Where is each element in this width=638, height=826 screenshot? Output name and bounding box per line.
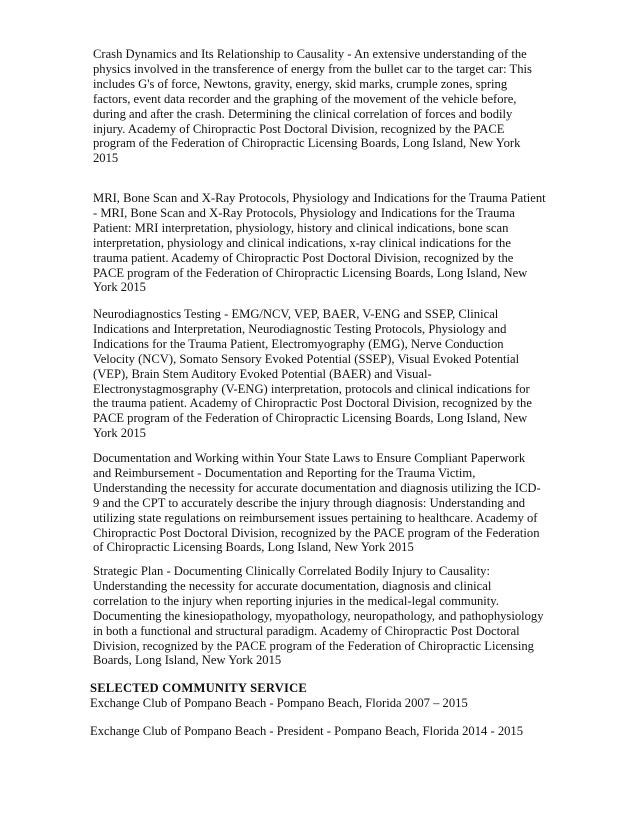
text-line: PACE program of the Federation of Chiropractic Licensing Boards, Long Island, New [93, 265, 528, 280]
text-line: Indications and Interpretation, Neurodiagnostic Testing Protocols, Physiology and [93, 321, 507, 336]
course-entry-crash-dynamics [93, 47, 553, 166]
text-line: the trauma patient. Academy of Chiropractic Post Doctoral Division, recognized by the [93, 396, 532, 411]
text-line: Understanding the necessity for accurate documentation and diagnosis utilizing the ICD- [93, 480, 541, 495]
text-line: York 2015 [93, 426, 146, 441]
text-line: Documentation and Working within Your State Laws to Ensure Compliant Paperwork [93, 451, 526, 465]
text-line: trauma patient. Academy of Chiropractic Post Doctoral Division, recognized by the [93, 250, 514, 265]
text-line: Division, recognized by the PACE program of the Federation of Chiropractic Licensing [93, 638, 534, 653]
text-line: of Chiropractic Licensing Boards, Long Island, New York 2015 [93, 540, 414, 555]
course-entry-neurodiagnostics [93, 307, 553, 441]
text-line: in both a functional and structural paradigm. Academy of Chiropractic Post Doctoral [93, 623, 520, 638]
text-line: injury. Academy of Chiropractic Post Doctoral Division, recognized by the PACE [93, 121, 505, 136]
text-line: includes G's of force, Newtons, gravity, energy, skid marks, crumple zones, spring [93, 76, 508, 91]
text-line: Electronystagmosgraphy (V-ENG) interpretation, protocols and clinical indications for [93, 381, 530, 396]
text-line: Strategic Plan - Documenting Clinically Correlated Bodily Injury to Causality: [93, 564, 490, 578]
text-line: MRI, Bone Scan and X-Ray Protocols, Physiology and Indications for the Trauma Patient [93, 191, 546, 205]
text-line: Documenting the kinesiopathology, myopathology, neuropathology, and pathophysiology [93, 608, 544, 623]
text-line: Patient: MRI interpretation, physiology, history and clinical indications, bone scan [93, 220, 509, 235]
text-line: (VEP), Brain Stem Auditory Evoked Potential (BAER) and Visual- [93, 366, 432, 381]
text-line: during and after the crash. Determining the clinical correlation of forces and bodily [93, 106, 513, 121]
text-line: Crash Dynamics and Its Relationship to Causality - An extensive understanding of the [93, 47, 527, 61]
text-line: interpretation, physiology and clinical indications, x-ray clinical indications for the [93, 235, 511, 250]
text-line: factors, event data recorder and the graphing of the movement of the vehicle before, [93, 91, 517, 106]
text-line: - MRI, Bone Scan and X-Ray Protocols, Physiology and Indications for the Trauma [93, 205, 515, 220]
text-line: York 2015 [93, 280, 146, 295]
text-line: and Reimbursement - Documentation and Reporting for the Trauma Victim, [93, 465, 476, 480]
text-line: 9 and the CPT to accurately describe the injury through diagnosis: Understanding and [93, 495, 526, 510]
community-service-entry: Exchange Club of Pompano Beach - Pompano Beach, Florida 2007 – 2015 [90, 696, 468, 710]
text-line: Chiropractic Post Doctoral Division, recognized by the PACE program of the Federation [93, 525, 540, 540]
text-line: utilizing state regulations on reimbursement issues pertaining to healthcare. Academy of [93, 510, 538, 525]
text-line: physics involved in the transference of energy from the bullet car to the target car: This [93, 61, 532, 76]
text-line: Boards, Long Island, New York 2015 [93, 653, 282, 668]
text-line: Neurodiagnostics Testing - EMG/NCV, VEP, BAER, V-ENG and SSEP, Clinical [93, 307, 499, 321]
course-entry-mri-protocols [93, 191, 553, 295]
text-line: Indications for the Trauma Patient, Electromyography (EMG), Nerve Conduction [93, 336, 504, 351]
text-line: correlation to the injury when reporting injuries in the medical-legal community. [93, 593, 499, 608]
course-entry-documentation [93, 451, 553, 555]
text-line: program of the Federation of Chiropractic Licensing Boards, Long Island, New York [93, 136, 521, 151]
text-line: PACE program of the Federation of Chiropractic Licensing Boards, Long Island, New [93, 411, 528, 426]
community-service-entry: Exchange Club of Pompano Beach - President - Pompano Beach, Florida 2014 - 2015 [90, 724, 524, 738]
text-line: Understanding the necessity for accurate documentation, diagnosis and clinical [93, 578, 492, 593]
course-entry-strategic-plan [93, 564, 553, 668]
text-line: Velocity (NCV), Somato Sensory Evoked Potential (SSEP), Visual Evoked Potential [93, 351, 520, 366]
section-heading-community-service: SELECTED COMMUNITY SERVICE [90, 681, 308, 695]
text-line: 2015 [93, 151, 119, 166]
